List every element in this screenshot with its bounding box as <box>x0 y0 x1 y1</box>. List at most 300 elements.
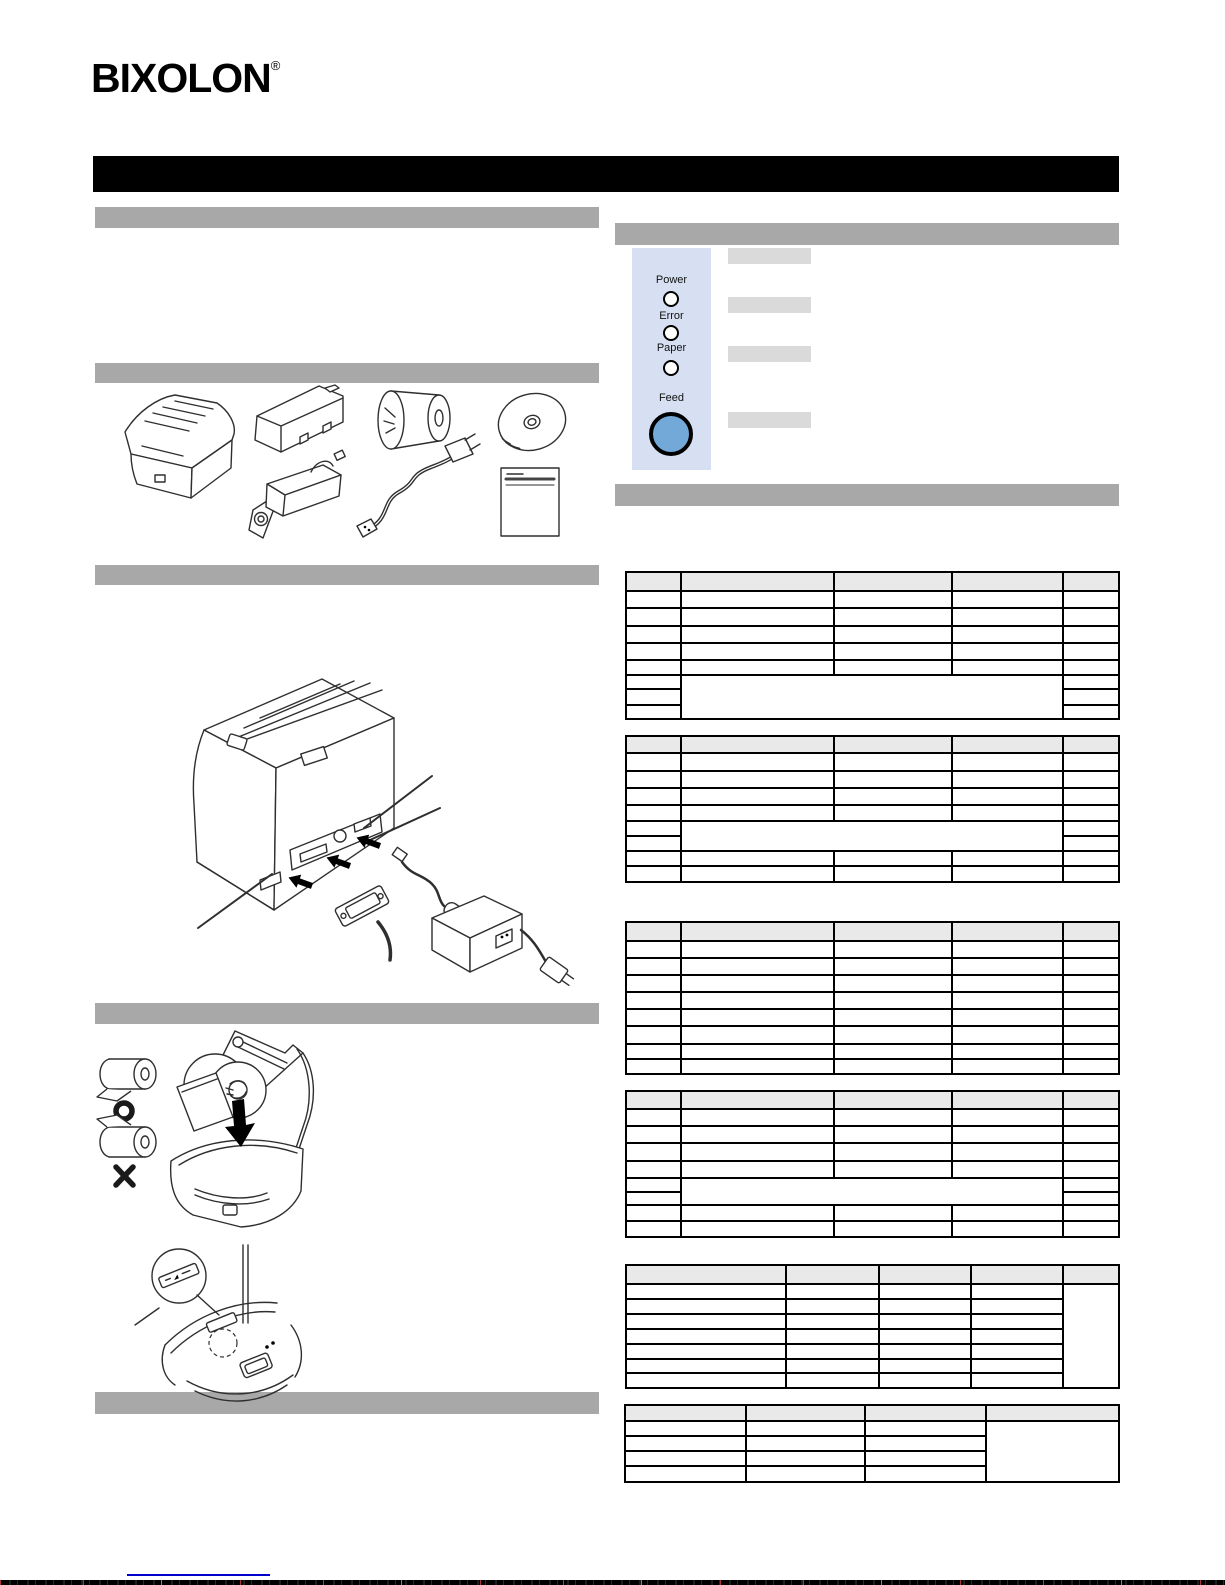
table-row <box>626 1329 1119 1344</box>
footer-link-underline[interactable] <box>127 1574 270 1576</box>
table-cell <box>786 1284 879 1299</box>
table-cell <box>681 1059 834 1074</box>
table-row <box>626 753 1119 771</box>
table-header-cell <box>786 1265 879 1284</box>
table-header-cell <box>681 572 834 591</box>
table-row <box>626 572 1119 591</box>
table-cell <box>681 1205 834 1221</box>
table-cell <box>681 1221 834 1237</box>
table-cell <box>952 1026 1063 1044</box>
table-cell <box>1063 675 1119 689</box>
spec-table-5 <box>625 1264 1120 1389</box>
table-row <box>626 1143 1119 1161</box>
section-bar-control-panel <box>615 223 1119 245</box>
table-cell <box>971 1284 1063 1299</box>
table-cell <box>626 660 681 675</box>
table-cell <box>971 1314 1063 1329</box>
table-cell <box>834 643 952 660</box>
table-cell <box>1063 1221 1119 1237</box>
paper-roll-icon <box>378 391 450 449</box>
table-cell <box>626 1314 786 1329</box>
feed-button-illustration <box>649 412 693 456</box>
table-cell <box>952 1009 1063 1026</box>
control-panel-illustration <box>632 248 711 470</box>
table-row <box>626 1059 1119 1074</box>
table-cell <box>1063 1178 1119 1192</box>
power-led <box>663 291 679 307</box>
table-cell <box>626 805 681 821</box>
table-header-cell <box>834 736 952 753</box>
table-cell <box>1063 591 1119 608</box>
table-cell <box>1063 1284 1119 1388</box>
table-cell <box>1063 753 1119 771</box>
table-cell <box>681 643 834 660</box>
table-cell <box>681 660 834 675</box>
table-cell <box>626 1044 681 1059</box>
table-header-cell <box>834 1091 952 1109</box>
panel-caption-chip <box>728 248 811 264</box>
table-header-cell <box>971 1265 1063 1284</box>
table-header-cell <box>986 1405 1119 1421</box>
registered-trademark-icon: ® <box>270 58 281 73</box>
panel-caption-chip <box>728 297 811 313</box>
table-cell <box>1063 1161 1119 1178</box>
table-row <box>626 866 1119 882</box>
table-header-cell <box>952 922 1063 941</box>
table-cell <box>952 1161 1063 1178</box>
table-cell <box>971 1299 1063 1314</box>
table-cell <box>626 1299 786 1314</box>
table-cell <box>834 626 952 643</box>
table-cell <box>626 626 681 643</box>
table-cell <box>952 660 1063 675</box>
table-cell <box>1063 788 1119 805</box>
table-cell <box>834 608 952 626</box>
table-cell <box>1063 608 1119 626</box>
table-cell <box>834 866 952 882</box>
section-bar-left-bottom <box>95 1392 599 1414</box>
table-cell <box>681 1143 834 1161</box>
table-row <box>626 1344 1119 1359</box>
table-cell <box>952 771 1063 788</box>
table-cell <box>681 771 834 788</box>
table-row <box>626 1221 1119 1237</box>
table-cell <box>681 1178 1063 1205</box>
table-cell <box>1063 626 1119 643</box>
table-cell <box>879 1284 971 1299</box>
table-cell <box>746 1421 865 1436</box>
table-header-cell <box>952 572 1063 591</box>
table-cell <box>625 1466 746 1482</box>
table-cell <box>626 689 681 705</box>
table-cell <box>1063 866 1119 882</box>
table-cell <box>1063 1009 1119 1026</box>
printer-rear-view <box>193 679 394 910</box>
table-cell <box>952 1059 1063 1074</box>
table-header-cell <box>834 572 952 591</box>
table-header-cell <box>834 922 952 941</box>
table-cell <box>834 992 952 1009</box>
table-row <box>626 992 1119 1009</box>
table-cell <box>681 1126 834 1143</box>
paper-led <box>663 360 679 376</box>
table-cell <box>952 753 1063 771</box>
panel-caption-chip <box>728 346 811 362</box>
table-cell <box>626 591 681 608</box>
table-cell <box>879 1344 971 1359</box>
table-cell <box>834 771 952 788</box>
table-cell <box>952 591 1063 608</box>
table-cell <box>879 1299 971 1314</box>
table-cell <box>681 821 1063 851</box>
spec-table-2 <box>625 735 1120 883</box>
table-cell <box>626 866 681 882</box>
title-bar <box>93 156 1119 192</box>
table-cell <box>834 1161 952 1178</box>
table-row <box>626 1161 1119 1178</box>
table-cell <box>971 1373 1063 1388</box>
table-cell <box>626 1373 786 1388</box>
table-cell <box>681 1026 834 1044</box>
table-cell <box>626 1344 786 1359</box>
table-cell <box>879 1359 971 1373</box>
table-row <box>626 941 1119 958</box>
table-cell <box>626 705 681 719</box>
table-cell <box>681 941 834 958</box>
table-cell <box>626 1109 681 1126</box>
table-cell <box>952 643 1063 660</box>
table-cell <box>834 805 952 821</box>
table-cell <box>1063 1126 1119 1143</box>
table-cell <box>834 1009 952 1026</box>
printer-icon <box>125 395 234 498</box>
table-cell <box>952 992 1063 1009</box>
table-cell <box>971 1359 1063 1373</box>
table-header-cell <box>681 1091 834 1109</box>
table-cell <box>626 1126 681 1143</box>
paper-sensor-detail <box>135 1245 301 1401</box>
table-row <box>626 591 1119 608</box>
table-cell <box>626 1178 681 1192</box>
table-cell <box>1063 836 1119 851</box>
table-row <box>626 975 1119 992</box>
table-row <box>626 660 1119 675</box>
table-row <box>626 958 1119 975</box>
table-row <box>626 1109 1119 1126</box>
power-adapter-brick <box>432 896 576 989</box>
table-cell <box>626 851 681 866</box>
table-cell <box>834 753 952 771</box>
table-cell <box>626 836 681 851</box>
table-row <box>626 788 1119 805</box>
section-bar-specifications <box>615 484 1119 506</box>
table-cell <box>1063 1109 1119 1126</box>
table-row <box>626 771 1119 788</box>
table-cell <box>834 1059 952 1074</box>
panel-caption-chip <box>728 412 811 428</box>
table-cell <box>1063 1205 1119 1221</box>
table-cell <box>626 1143 681 1161</box>
table-row <box>626 626 1119 643</box>
table-cell <box>1063 958 1119 975</box>
table-cell <box>681 992 834 1009</box>
table-cell <box>952 788 1063 805</box>
cable-connection-illustration <box>140 618 605 1000</box>
table-header-cell <box>626 1091 681 1109</box>
power-cord-icon <box>357 434 480 537</box>
table-header-cell <box>952 1091 1063 1109</box>
table-row <box>626 1299 1119 1314</box>
table-cell <box>626 1026 681 1044</box>
table-row <box>626 1314 1119 1329</box>
table-row <box>626 1126 1119 1143</box>
table-cell <box>952 1109 1063 1126</box>
table-cell <box>1063 643 1119 660</box>
table-cell <box>1063 771 1119 788</box>
table-row <box>626 1205 1119 1221</box>
table-cell <box>834 660 952 675</box>
table-cell <box>952 608 1063 626</box>
feed-button-label: Feed <box>658 392 685 404</box>
section-bar-connecting-cables <box>95 565 599 585</box>
table-row <box>626 643 1119 660</box>
table-cell <box>681 1161 834 1178</box>
table-cell <box>681 788 834 805</box>
table-row <box>626 1044 1119 1059</box>
table-cell <box>879 1329 971 1344</box>
table-header-cell <box>865 1405 986 1421</box>
table-cell <box>879 1314 971 1329</box>
table-cell <box>865 1436 986 1451</box>
table-cell <box>865 1451 986 1466</box>
table-cell <box>625 1436 746 1451</box>
table-cell <box>626 1359 786 1373</box>
table-cell <box>1063 1059 1119 1074</box>
serial-cable-connector <box>334 885 390 960</box>
table-row <box>626 851 1119 866</box>
table-cell <box>1063 941 1119 958</box>
table-row <box>625 1405 1119 1421</box>
table-cell <box>834 975 952 992</box>
power-led-label: Power <box>655 274 688 286</box>
logo-text: BIXOLON <box>91 55 271 101</box>
error-led <box>663 325 679 341</box>
table-cell <box>1063 805 1119 821</box>
table-cell <box>681 753 834 771</box>
table-header-cell <box>1063 736 1119 753</box>
table-cell <box>681 958 834 975</box>
table-cell <box>681 591 834 608</box>
incorrect-mark-icon <box>116 1167 133 1185</box>
table-row <box>626 608 1119 626</box>
table-header-cell <box>1063 922 1119 941</box>
table-cell <box>952 1205 1063 1221</box>
quick-guide-icon <box>501 468 559 536</box>
table-cell <box>626 992 681 1009</box>
table-cell <box>626 753 681 771</box>
table-header-cell <box>1063 572 1119 591</box>
table-cell <box>834 1143 952 1161</box>
paper-installation-illustration <box>95 1025 599 1387</box>
table-cell <box>625 1421 746 1436</box>
table-row <box>625 1421 1119 1436</box>
table-cell <box>1063 689 1119 705</box>
table-cell <box>1063 821 1119 836</box>
table-cell <box>626 1192 681 1205</box>
table-cell <box>681 866 834 882</box>
table-cell <box>1063 851 1119 866</box>
table-cell <box>626 941 681 958</box>
table-cell <box>971 1344 1063 1359</box>
table-cell <box>952 851 1063 866</box>
table-cell <box>952 958 1063 975</box>
table-cell <box>834 788 952 805</box>
table-cell <box>626 958 681 975</box>
table-cell <box>626 675 681 689</box>
table-cell <box>865 1421 986 1436</box>
table-cell <box>681 1109 834 1126</box>
table-cell <box>746 1451 865 1466</box>
table-cell <box>986 1421 1119 1482</box>
table-cell <box>834 851 952 866</box>
paper-led-label: Paper <box>656 342 687 354</box>
table-cell <box>952 1126 1063 1143</box>
table-cell <box>626 788 681 805</box>
table-row <box>626 1359 1119 1373</box>
table-cell <box>952 941 1063 958</box>
table-cell <box>952 805 1063 821</box>
table-header-cell <box>681 922 834 941</box>
table-cell <box>834 1044 952 1059</box>
scan-artifact-strip <box>0 1580 1225 1585</box>
table-header-cell <box>626 736 681 753</box>
table-row <box>626 1178 1119 1192</box>
table-cell <box>746 1466 865 1482</box>
table-cell <box>626 608 681 626</box>
table-cell <box>952 866 1063 882</box>
table-cell <box>681 975 834 992</box>
table-cell <box>626 1329 786 1344</box>
table-cell <box>681 1044 834 1059</box>
table-cell <box>1063 975 1119 992</box>
table-row <box>626 821 1119 836</box>
spec-table-4 <box>625 1090 1120 1238</box>
table-cell <box>1063 1192 1119 1205</box>
table-cell <box>681 851 834 866</box>
table-cell <box>834 591 952 608</box>
table-cell <box>681 626 834 643</box>
table-cell <box>626 643 681 660</box>
table-header-cell <box>746 1405 865 1421</box>
table-cell <box>834 1205 952 1221</box>
table-cell <box>952 626 1063 643</box>
table-cell <box>834 958 952 975</box>
table-cell <box>626 771 681 788</box>
table-cell <box>1063 1026 1119 1044</box>
table-cell <box>626 1284 786 1299</box>
table-cell <box>971 1329 1063 1344</box>
cd-icon <box>492 386 573 459</box>
table-cell <box>626 821 681 836</box>
table-cell <box>626 1009 681 1026</box>
table-row <box>626 1284 1119 1299</box>
table-row <box>626 675 1119 689</box>
section-bar-intro <box>95 207 599 228</box>
table-cell <box>786 1329 879 1344</box>
table-cell <box>626 1205 681 1221</box>
table-header-cell <box>626 922 681 941</box>
correct-roll-icon <box>97 1059 156 1119</box>
table-header-cell <box>1063 1091 1119 1109</box>
table-cell <box>626 1059 681 1074</box>
table-cell <box>865 1466 986 1482</box>
table-cell <box>1063 1044 1119 1059</box>
table-cell <box>834 1221 952 1237</box>
spec-table-1 <box>625 571 1120 720</box>
table-cell <box>786 1299 879 1314</box>
table-cell <box>1063 992 1119 1009</box>
table-cell <box>681 1009 834 1026</box>
table-cell <box>834 1109 952 1126</box>
interface-board-icon <box>249 450 345 538</box>
table-cell <box>786 1314 879 1329</box>
table-cell <box>786 1359 879 1373</box>
table-cell <box>1063 705 1119 719</box>
table-header-cell <box>626 1265 786 1284</box>
table-row <box>626 1009 1119 1026</box>
table-row <box>626 736 1119 753</box>
table-cell <box>625 1451 746 1466</box>
table-cell <box>626 1161 681 1178</box>
table-row <box>626 922 1119 941</box>
table-header-cell <box>879 1265 971 1284</box>
table-cell <box>834 1026 952 1044</box>
table-cell <box>626 975 681 992</box>
table-cell <box>681 675 1063 719</box>
packing-cushion-icon <box>255 385 343 452</box>
spec-table-3 <box>625 921 1120 1075</box>
table-row <box>626 1265 1119 1284</box>
table-cell <box>952 1221 1063 1237</box>
table-header-cell <box>681 736 834 753</box>
table-header-cell <box>952 736 1063 753</box>
table-cell <box>1063 660 1119 675</box>
table-header-cell <box>1063 1265 1119 1284</box>
incorrect-roll-icon <box>97 1115 156 1185</box>
table-cell <box>879 1373 971 1388</box>
bixolon-logo <box>91 55 281 101</box>
section-bar-paper-installation <box>95 1003 599 1024</box>
table-cell <box>746 1436 865 1451</box>
table-cell <box>681 805 834 821</box>
error-led-label: Error <box>659 310 684 322</box>
table-header-cell <box>625 1405 746 1421</box>
spec-table-6 <box>624 1404 1120 1483</box>
table-cell <box>681 608 834 626</box>
unpacking-items-illustration <box>95 380 599 542</box>
table-row <box>626 1026 1119 1044</box>
table-cell <box>834 941 952 958</box>
table-row <box>626 805 1119 821</box>
table-cell <box>952 1143 1063 1161</box>
table-header-cell <box>626 572 681 591</box>
table-cell <box>626 1221 681 1237</box>
table-cell <box>786 1373 879 1388</box>
table-row <box>626 1091 1119 1109</box>
table-cell <box>952 975 1063 992</box>
table-cell <box>1063 1143 1119 1161</box>
open-printer-loading <box>171 1031 314 1227</box>
